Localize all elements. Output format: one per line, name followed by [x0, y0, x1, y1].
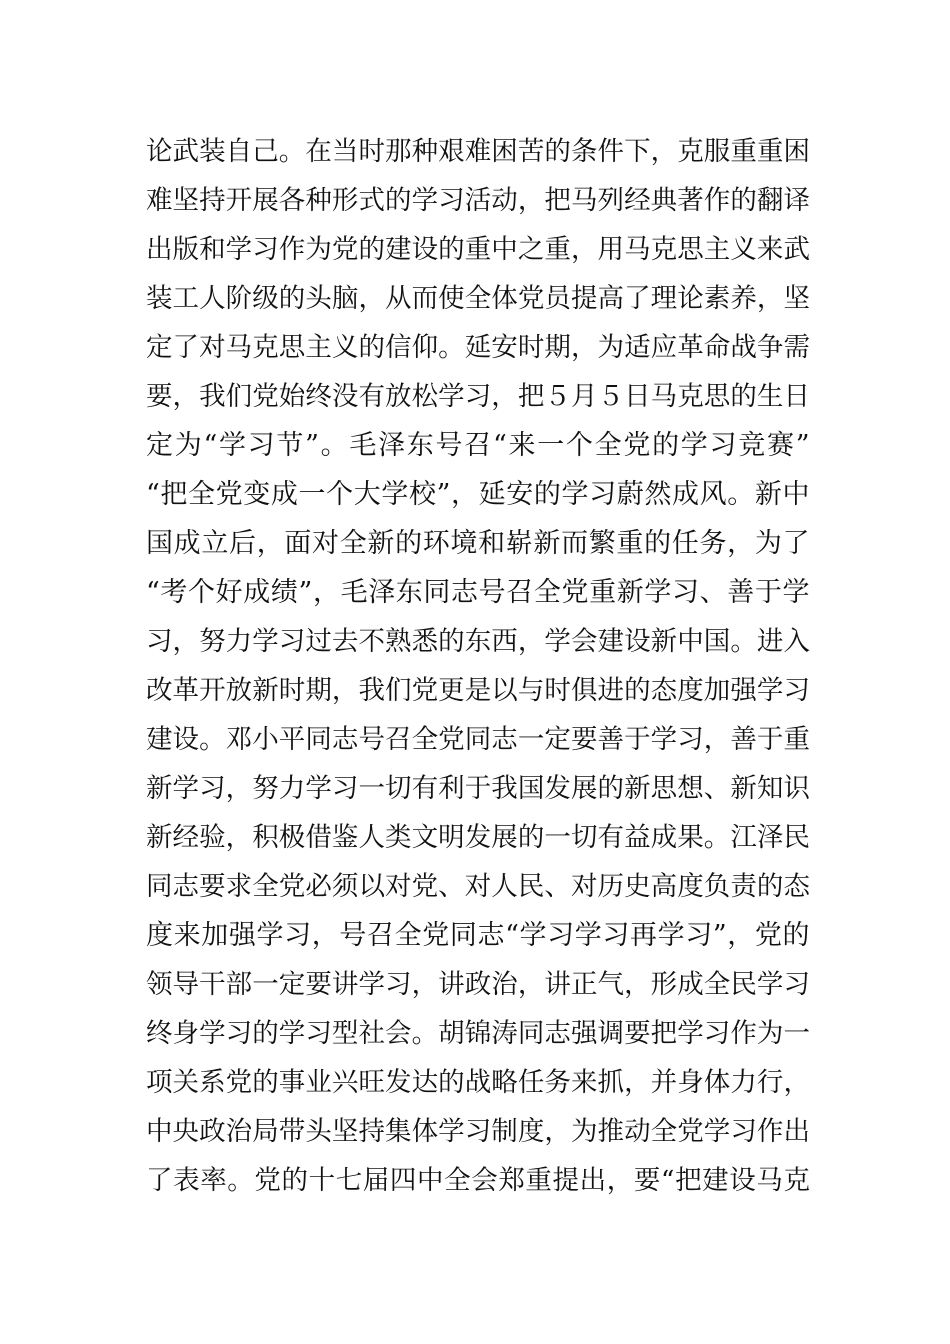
text-line: “把全党变成一个大学校”，延安的学习蔚然成风。新中 [146, 479, 810, 510]
text-line: 中央政治局带头坚持集体学习制度，为推动全党学习作出 [146, 1116, 810, 1147]
text-line: 定了对马克思主义的信仰。延安时期，为适应革命战争需 [146, 332, 810, 363]
text-line: 项关系党的事业兴旺发达的战略任务来抓，并身体力行， [146, 1067, 810, 1098]
text-line: 论武装自己。在当时那种艰难困苦的条件下，克服重重困 [146, 136, 810, 167]
text-line: 建设。邓小平同志号召全党同志一定要善于学习，善于重 [146, 724, 810, 755]
text-line: 难坚持开展各种形式的学习活动，把马列经典著作的翻译 [146, 185, 810, 216]
text-line: 度来加强学习，号召全党同志“学习学习再学习”，党的 [146, 920, 810, 951]
text-line: 终身学习的学习型社会。胡锦涛同志强调要把学习作为一 [146, 1018, 810, 1049]
text-line: 改革开放新时期，我们党更是以与时俱进的态度加强学习 [146, 675, 810, 706]
text-line: 新学习，努力学习一切有利于我国发展的新思想、新知识 [146, 773, 810, 804]
text-line: 习，努力学习过去不熟悉的东西，学会建设新中国。进入 [146, 626, 810, 657]
text-line: 同志要求全党必须以对党、对人民、对历史高度负责的态 [146, 871, 810, 902]
text-line: “考个好成绩”，毛泽东同志号召全党重新学习、善于学 [146, 577, 810, 608]
text-line: 新经验，积极借鉴人类文明发展的一切有益成果。江泽民 [146, 822, 810, 853]
text-line: 出版和学习作为党的建设的重中之重，用马克思主义来武 [146, 234, 810, 265]
text-line: 国成立后，面对全新的环境和崭新而繁重的任务，为了 [146, 528, 810, 559]
text-line: 领导干部一定要讲学习，讲政治，讲正气，形成全民学习 [146, 969, 810, 1000]
text-line: 要，我们党始终没有放松学习，把５月５日马克思的生日 [146, 381, 810, 412]
body-text [146, 127, 810, 1205]
text-line: 定为“学习节”。毛泽东号召“来一个全党的学习竞赛” [146, 430, 810, 461]
text-line: 了表率。党的十七届四中全会郑重提出，要“把建设马克 [146, 1165, 810, 1196]
text-line: 装工人阶级的头脑，从而使全体党员提高了理论素养，坚 [146, 283, 810, 314]
